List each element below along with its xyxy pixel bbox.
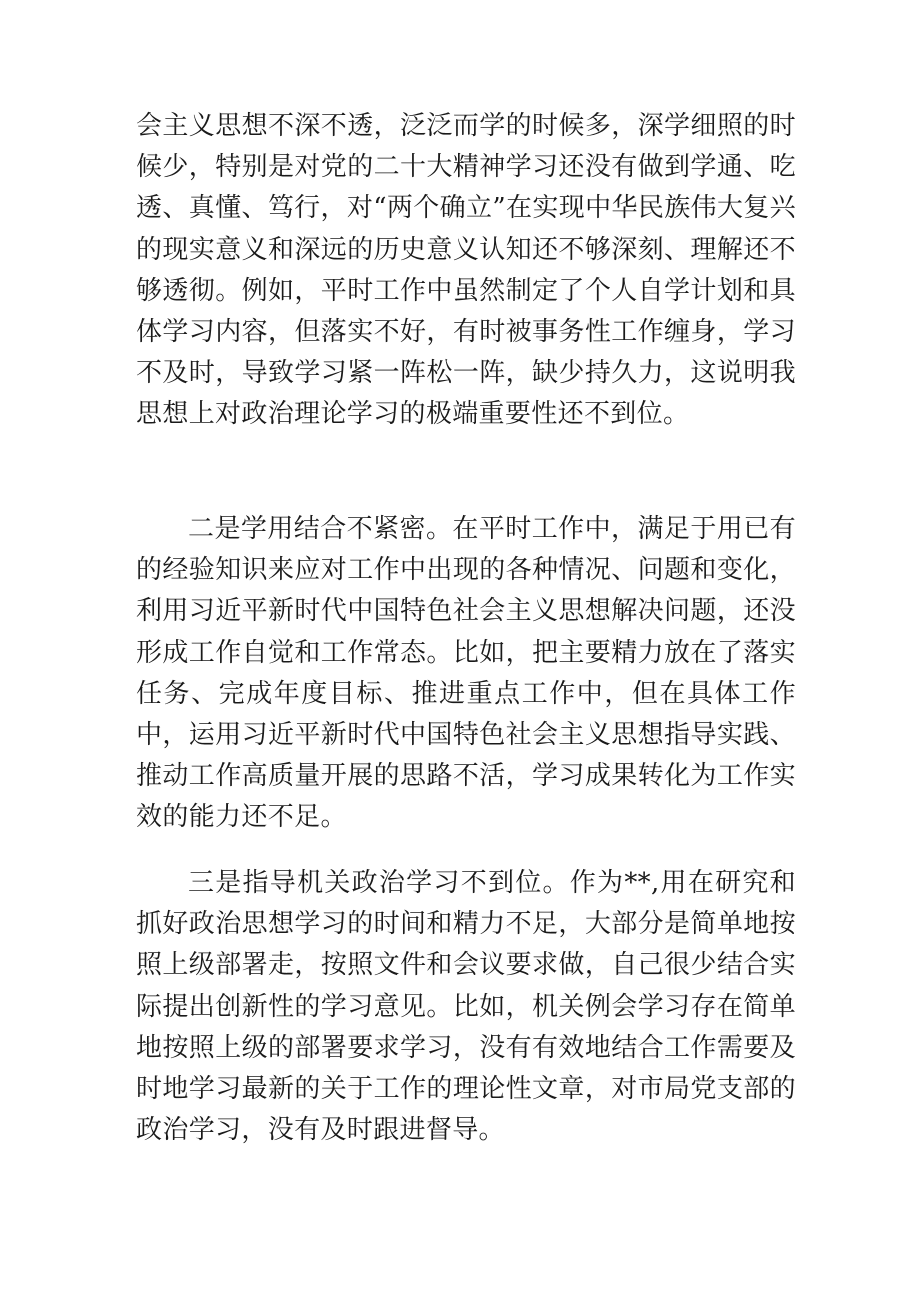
paragraph-continuation: 会主义思想不深不透，泛泛而学的时候多，深学细照的时候少，特别是对党的二十大精神学习还没有做到学通、吃透、真懂、笃行，对“两个确立”在实现中华民族伟大复兴的现实意义和深远的历史意义认知还不够深刻、理解还不够透彻。例如，平时工作中虽然制定了个人自学计划和具体学习内容，但落实不好，有时被事务性工作缠身，学习不及时，导致学习紧一阵松一阵，缺少持久力，这说明我思想上对政治理论学习的极端重要性还不到位。 bbox=[136, 111, 796, 430]
paragraph-point-two: 二是学用结合不紧密。在平时工作中，满足于用已有的经验知识来应对工作中出现的各种情况、问题和变化，利用习近平新时代中国特色社会主义思想解决问题，还没形成工作自觉和工作常态。比如，把主要精力放在了落实任务、完成年度目标、推进重点工作中，但在具体工作中，运用习近平新时代中国特色社会主义思想指导实践、推动工作高质量开展的思路不活，学习成果转化为工作实效的能力还不足。 bbox=[136, 514, 796, 833]
paragraph-point-three: 三是指导机关政治学习不到位。作为**,用在研究和抓好政治思想学习的时间和精力不足，大部分是简单地按照上级部署走，按照文件和会议要求做，自己很少结合实际提出创新性的学习意见。比如，机关例会学习存在简单地按照上级的部署要求学习，没有有效地结合工作需要及时地学习最新的关于工作的理论性文章，对市局党支部的政治学习，没有及时跟进督导。 bbox=[136, 868, 796, 1146]
